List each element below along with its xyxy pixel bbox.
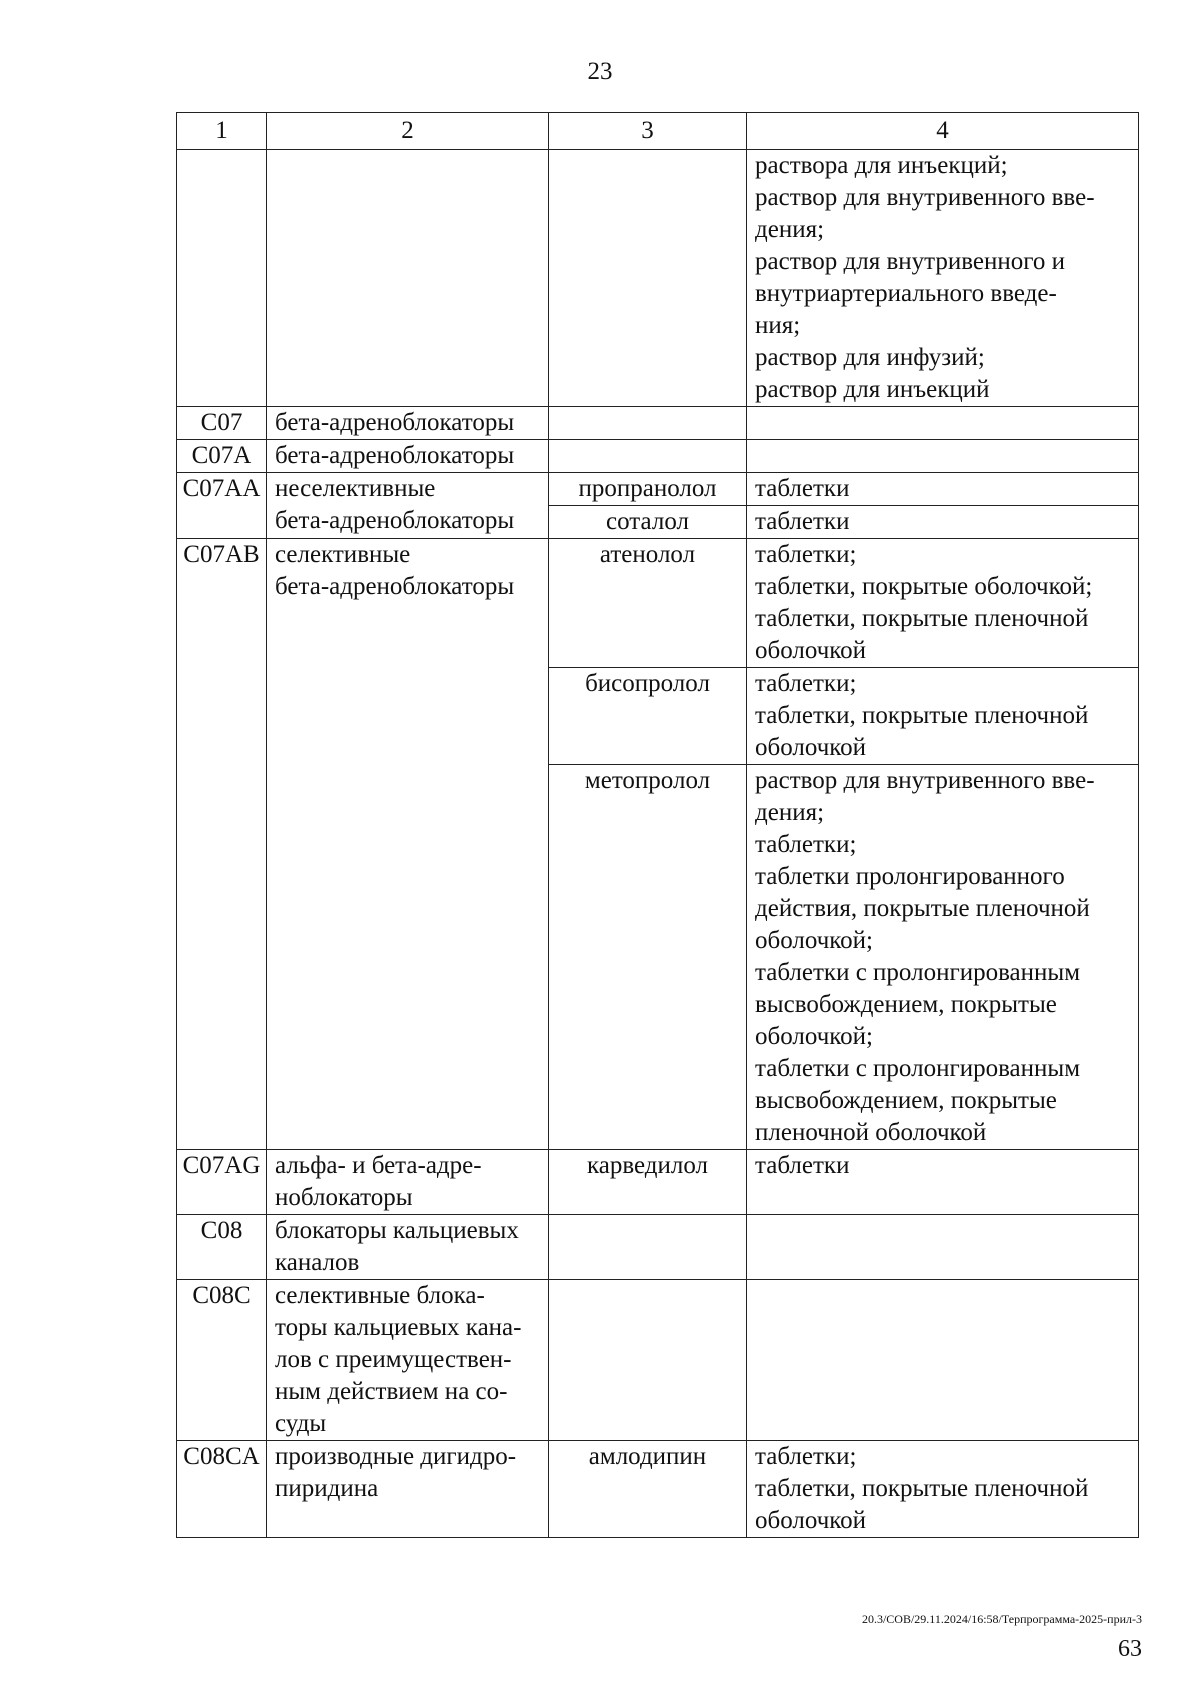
drug-name bbox=[549, 440, 747, 473]
dosage-forms: таблетки; таблетки, покрытые пленочной оболочкой bbox=[747, 1441, 1139, 1538]
table-row bbox=[177, 1215, 1139, 1280]
group-name: неселективные бета-адреноблокаторы bbox=[267, 473, 549, 539]
group-name: бета-адреноблокаторы bbox=[267, 407, 549, 440]
drug-name: бисопролол bbox=[549, 668, 747, 765]
dosage-forms: таблетки; таблетки, покрытые оболочкой; таблетки, покрытые пленочной оболочкой bbox=[747, 539, 1139, 668]
drug-name bbox=[549, 1215, 747, 1280]
drug-name: метопролол bbox=[549, 765, 747, 1150]
group-name: бета-адреноблокаторы bbox=[267, 440, 549, 473]
atc-code bbox=[177, 150, 267, 407]
dosage-forms bbox=[747, 440, 1139, 473]
table-row bbox=[177, 407, 1139, 440]
header-cell: 1 bbox=[177, 113, 267, 150]
group-name: производные дигидро- пиридина bbox=[267, 1441, 549, 1538]
drug-name: атенолол bbox=[549, 539, 747, 668]
dosage-forms: раствор для внутривенного вве- дения; таблетки; таблетки пролонгированного действия, покрытые пленочной оболочкой; таблетки с пролонгированным высвобождением, покрытые оболочкой; таблетки с пролонгированным высвобождением, покрытые пленочной оболочкой bbox=[747, 765, 1139, 1150]
dosage-forms bbox=[747, 1280, 1139, 1441]
footer-reference: 20.3/СОВ/29.11.2024/16:58/Терпрограмма-2025-прил-3 bbox=[861, 1612, 1142, 1626]
footer-page-number: 63 bbox=[1118, 1636, 1142, 1662]
group-name: селективные блока- торы кальциевых кана- лов с преимуществен- ным действием на со- суды bbox=[267, 1280, 549, 1441]
group-name bbox=[267, 150, 549, 407]
dosage-forms: таблетки bbox=[747, 506, 1139, 539]
dosage-forms bbox=[747, 1215, 1139, 1280]
drug-name: карведилол bbox=[549, 1150, 747, 1215]
table-row bbox=[177, 539, 1139, 668]
drug-name: амлодипин bbox=[549, 1441, 747, 1538]
table-row bbox=[177, 1150, 1139, 1215]
atc-code: C07AA bbox=[177, 473, 267, 539]
drug-table bbox=[176, 112, 1139, 1538]
table-row bbox=[177, 440, 1139, 473]
dosage-forms: таблетки; таблетки, покрытые пленочной оболочкой bbox=[747, 668, 1139, 765]
atc-code: C08CA bbox=[177, 1441, 267, 1538]
atc-code: C07A bbox=[177, 440, 267, 473]
header-cell: 4 bbox=[747, 113, 1139, 150]
dosage-forms bbox=[747, 407, 1139, 440]
dosage-forms: раствора для инъекций; раствор для внутривенного вве- дения; раствор для внутривенного и внутриартериального введе- ния; раствор для инфузий; раствор для инъекций bbox=[747, 150, 1139, 407]
page-number: 23 bbox=[587, 58, 613, 85]
atc-code: C07AG bbox=[177, 1150, 267, 1215]
drug-name bbox=[549, 150, 747, 407]
group-name: альфа- и бета-адре- ноблокаторы bbox=[267, 1150, 549, 1215]
drug-name bbox=[549, 407, 747, 440]
table-row bbox=[177, 1280, 1139, 1441]
group-name: селективные бета-адреноблокаторы bbox=[267, 539, 549, 1150]
atc-code: C07AB bbox=[177, 539, 267, 1150]
table-row bbox=[177, 473, 1139, 506]
table-row bbox=[177, 1441, 1139, 1538]
table-row bbox=[177, 150, 1139, 407]
header-cell: 3 bbox=[549, 113, 747, 150]
atc-code: C08 bbox=[177, 1215, 267, 1280]
drug-name: пропранолол bbox=[549, 473, 747, 506]
dosage-forms: таблетки bbox=[747, 473, 1139, 506]
table-header-row bbox=[177, 113, 1139, 150]
atc-code: C07 bbox=[177, 407, 267, 440]
drug-name bbox=[549, 1280, 747, 1441]
drug-name: соталол bbox=[549, 506, 747, 539]
atc-code: C08C bbox=[177, 1280, 267, 1441]
group-name: блокаторы кальциевых каналов bbox=[267, 1215, 549, 1280]
header-cell: 2 bbox=[267, 113, 549, 150]
dosage-forms: таблетки bbox=[747, 1150, 1139, 1215]
